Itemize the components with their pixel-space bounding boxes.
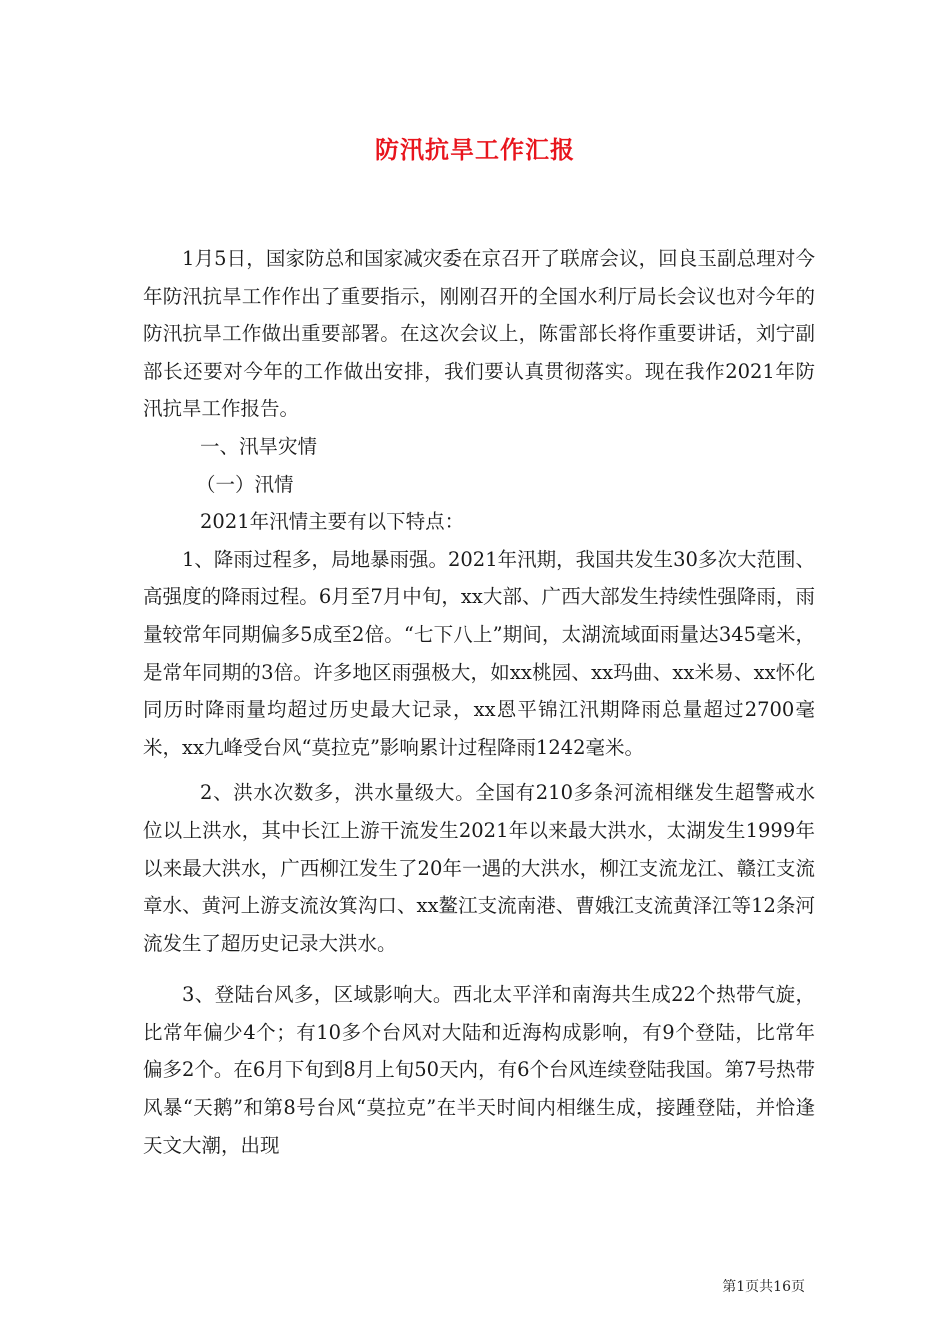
paragraph-flood-intro: 2021年汛情主要有以下特点： [200,510,465,534]
subsection-heading-flood: （一）汛情 [196,472,294,496]
page-number: 第1页共16页 [722,1279,805,1295]
document-body [143,240,815,1164]
list-item-floods: 2、洪水次数多，洪水量级大。全国有210多条河流相继发生超警戒水位以上洪水，其中长江上游干流发生2021年以来最大洪水，太湖发生1999年以来最大洪水，广西柳江发生了20年一遇的大洪水，柳江支流龙江、赣江支流章水、黄河上游支流汝箕沟口、xx鳌江支流南港、曹娥江支流黄泽江等12条河流发生了超历史记录大洪水。 [143,781,815,955]
list-item-rainfall: 1、降雨过程多，局地暴雨强。2021年汛期，我国共发生30多次大范围、高强度的降雨过程。6月至7月中旬，xx大部、广西大部发生持续性强降雨，雨量较常年同期偏多5成至2倍。“七下八上”期间，太湖流域面雨量达345毫米，是常年同期的3倍。许多地区雨强极大，如xx桃园、xx玛曲、xx米易、xx怀化同历时降雨量均超过历史最大记录，xx恩平锦江汛期降雨总量超过2700毫米，xx九峰受台风“莫拉克”影响累计过程降雨1242毫米。 [143,547,815,759]
list-item-typhoons: 3、登陆台风多，区域影响大。西北太平洋和南海共生成22个热带气旋，比常年偏少4个；有10多个台风对大陆和近海构成影响，有9个登陆，比常年偏多2个。在6月下旬到8月上旬50天内，有6个台风连续登陆我国。第7号热带风暴“天鹅”和第8号台风“莫拉克”在半天时间内相继生成，接踵登陆，并恰逢天文大潮，出现 [143,983,815,1157]
paragraph-opening: 1月5日，国家防总和国家减灾委在京召开了联席会议，回良玉副总理对今年防汛抗旱工作作出了重要指示，刚刚召开的全国水利厅局长会议也对今年的防汛抗旱工作做出重要部署。在这次会议上，陈雷部长将作重要讲话，刘宁副部长还要对今年的工作做出安排，我们要认真贯彻落实。现在我作2021年防汛抗旱工作报告。 [143,247,815,421]
document-title: 防汛抗旱工作汇报 [375,135,575,164]
section-heading-disaster: 一、汛旱灾情 [200,434,318,458]
